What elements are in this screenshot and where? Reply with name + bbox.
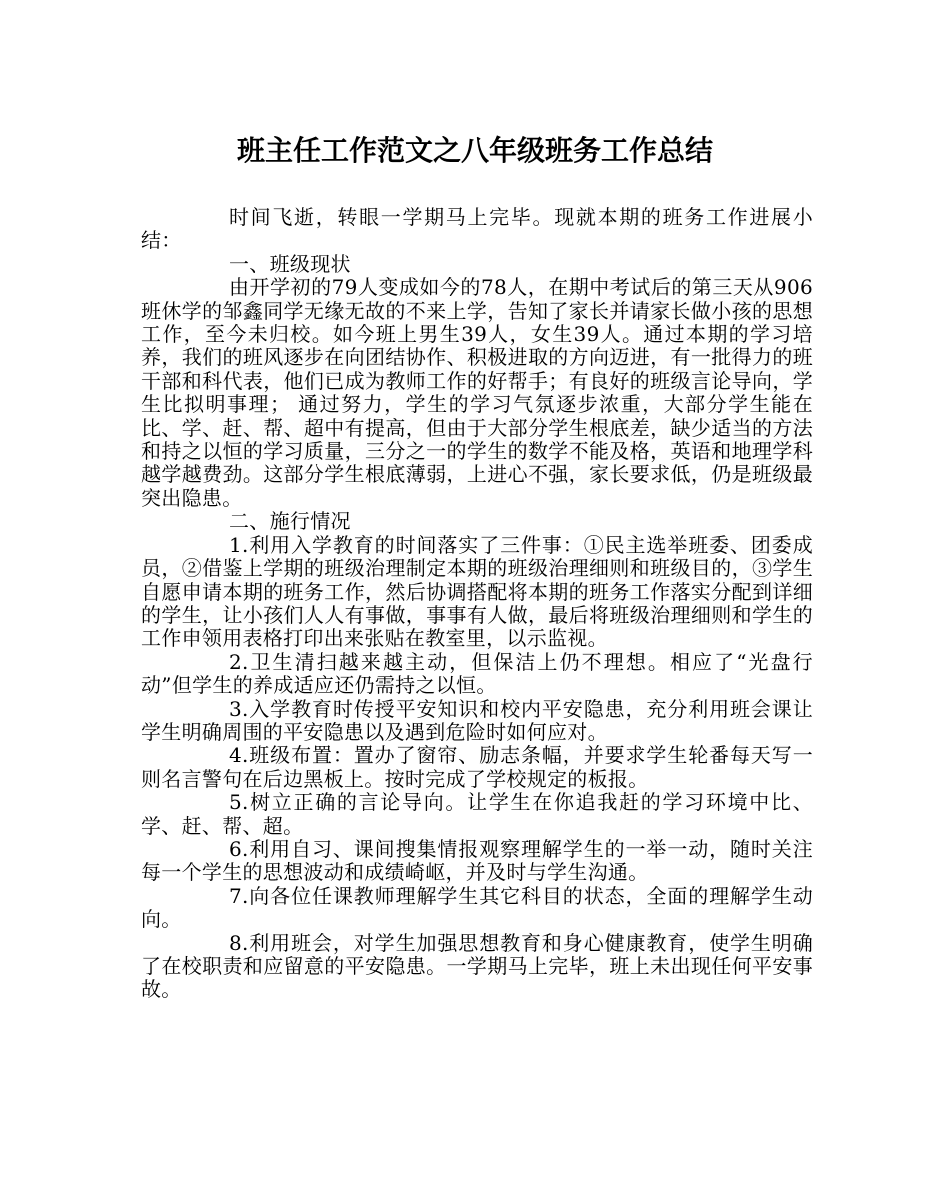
paragraph-item-2: 2.卫生清扫越来越主动，但保洁上仍不理想。相应了“光盘行动”但学生的养成适应还仍需持之以恒。 — [141, 649, 813, 698]
document-title: 班主任工作范文之八年级班务工作总结 — [236, 134, 713, 167]
paragraph-item-5: 5.树立正确的言论导向。让学生在你追我赶的学习环境中比、学、赶、帮、超。 — [141, 790, 813, 838]
paragraph-item-1: 1.利用入学教育的时间落实了三件事：①民主选举班委、团委成员，②借鉴上学期的班级治理制定本期的班级治理细则和班级目的，③学生自愿申请本期的班务工作，然后协调搭配将本期的班务工作落实分配到详细的学生，让小孩们人人有事做，事事有人做，最后将班级治理细则和学生的工作申领用表格打印出来张贴在教室里，以示监视。 — [141, 532, 813, 651]
paragraph-item-7: 7.向各位任课教师理解学生其它科目的状态，全面的理解学生动向。 — [141, 883, 813, 932]
paragraph-item-3: 3.入学教育时传授平安知识和校内平安隐患，充分利用班会课让学生明确周围的平安隐患以及遇到危险时如何应对。 — [141, 696, 813, 744]
paragraph-item-4: 4.班级布置：置办了窗帘、励志条幅，并要求学生轮番每天写一则名言警句在后边黑板上。按时完成了学校规定的板报。 — [141, 743, 813, 791]
paragraph-intro: 时间飞逝，转眼一学期马上完毕。现就本期的班务工作进展小结： — [141, 205, 813, 253]
paragraph-item-8: 8.利用班会，对学生加强思想教育和身心健康教育，使学生明确了在校职责和应留意的平安隐患。一学期马上完毕，班上未出现任何平安事故。 — [141, 930, 813, 1002]
section-heading-current-status: 一、班级现状 — [229, 251, 351, 276]
paragraph-current-status: 由开学初的79人变成如今的78人，在期中考试后的第三天从906班休学的邹鑫同学无缘无故的不来上学，告知了家长并请家长做小孩的思想工作，至今未归校。如今班上男生39人，女生39人。通过本期的学习培养，我们的班风逐步在向团结协作、积极进取的方向迈进，有一批得力的班干部和科代表，他们已成为教师工作的好帮手；有良好的班级言论导向，学生比拟明事理； 通过努力，学生的学习气氛逐步浓重，大部分学生能在比、学、赶、帮、超中有提高，但由于大部分学生根底差，缺少适当的方法和持之以恒的学习质量，三分之一的学生的数学不能及格，英语和地理学科越学越费劲。这部分学生根底薄弱，上进心不强，家长要求低，仍是班级最突出隐患。 — [141, 275, 813, 510]
document-body — [141, 206, 813, 1002]
paragraph-item-6: 6.利用自习、课间搜集情报观察理解学生的一举一动，随时关注每一个学生的思想波动和成绩崎岖，并及时与学生沟通。 — [141, 836, 813, 885]
section-heading-implementation: 二、施行情况 — [229, 509, 351, 534]
